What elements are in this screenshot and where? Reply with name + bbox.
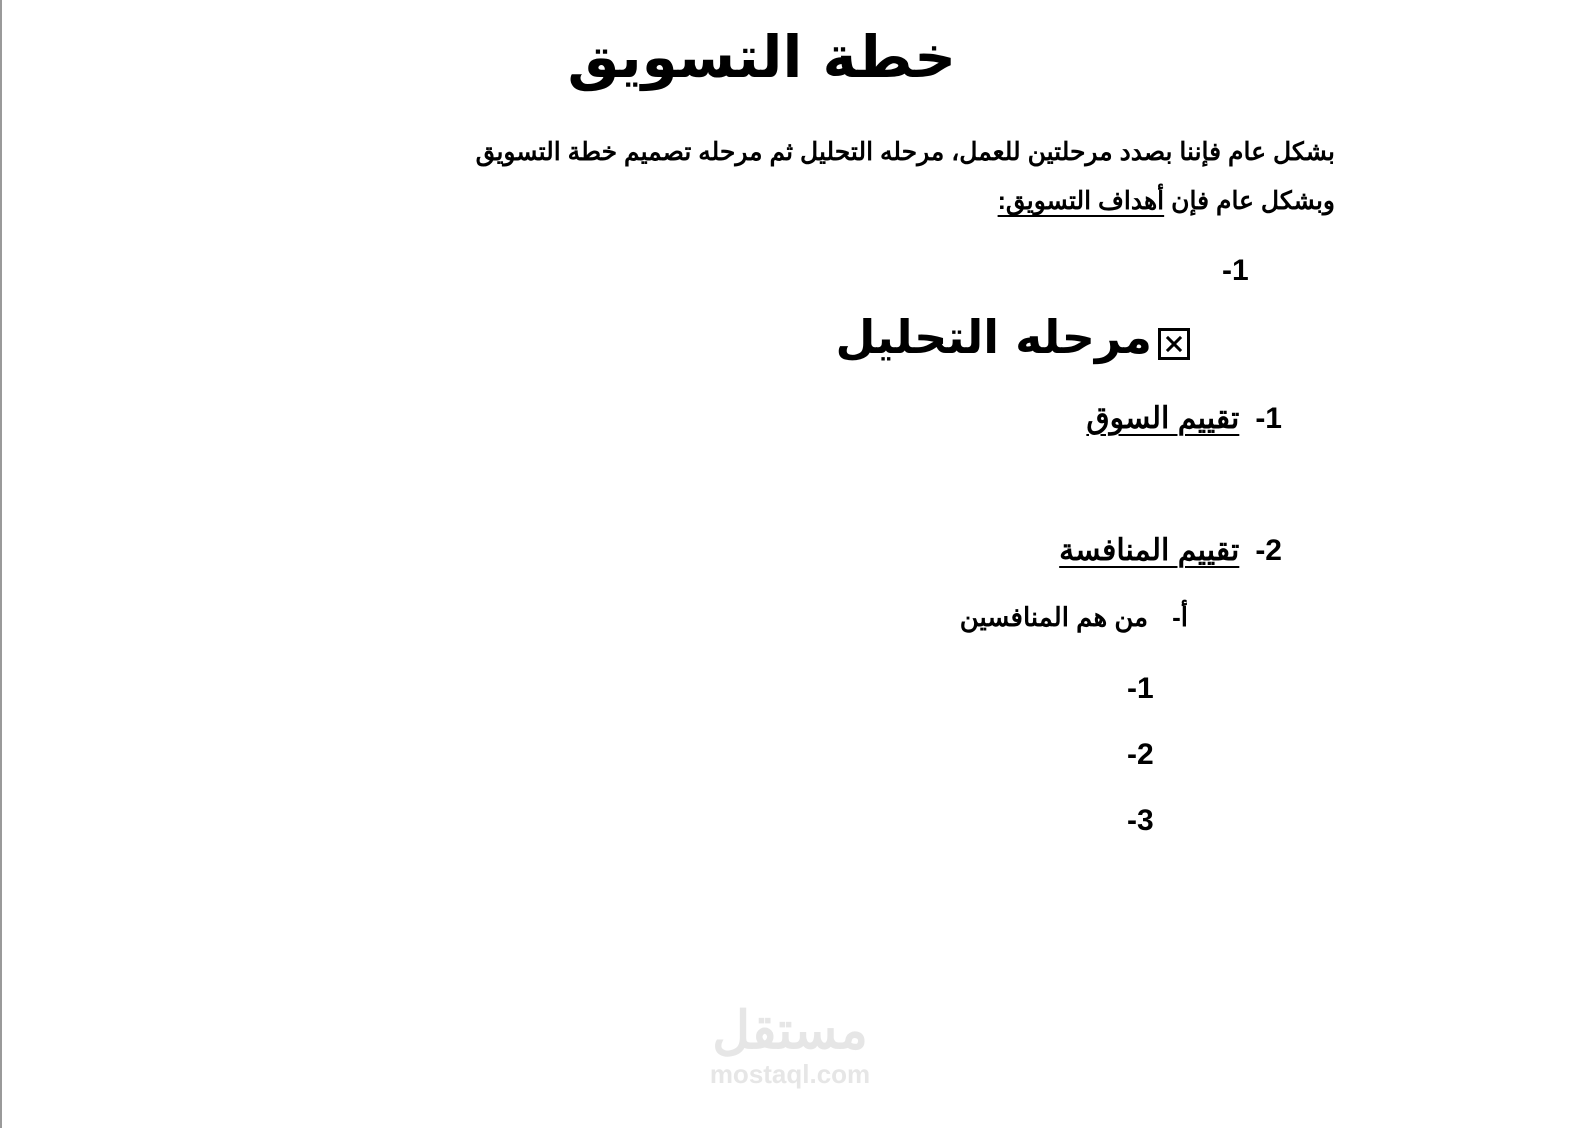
list-item-market-evaluation (1086, 404, 1282, 434)
phase-heading-text: مرحله التحليل (835, 310, 1152, 364)
document-title: خطة التسويق (567, 23, 956, 91)
sub-number-2: -2 (1127, 738, 1154, 771)
list-item-label: تقييم المنافسة (1059, 534, 1240, 567)
mostaql-watermark (690, 1004, 890, 1087)
marketing-goals-label: أهداف التسويق: (997, 187, 1165, 215)
sub-item-label: من هم المنافسين (959, 602, 1149, 632)
intro-paragraph-line-1: بشكل عام فإننا بصدد مرحلتين للعمل، مرحله التحليل ثم مرحله تصميم خطة التسويق (475, 138, 1335, 166)
checkbox-x-icon (1158, 328, 1190, 360)
list-item-number: -1 (1255, 402, 1282, 435)
list-item-label: تقييم السوق (1086, 402, 1240, 435)
sub-number-1: -1 (1127, 672, 1154, 705)
goal-number-1: -1 (1222, 254, 1249, 287)
sub-item-letter: أ- (1172, 602, 1188, 632)
sub-item-competitors (960, 604, 1188, 630)
sub-number-3: -3 (1127, 804, 1154, 837)
list-item-number: -2 (1255, 534, 1282, 567)
watermark-latin: mostaql.com (709, 1058, 871, 1089)
watermark-arabic: مستقل (712, 1002, 868, 1060)
intro-paragraph-line-2 (998, 189, 1335, 214)
intro-line-2-prefix: وبشكل عام فإن (1164, 187, 1335, 215)
list-item-competition-evaluation (1059, 536, 1282, 566)
phase-heading (835, 310, 1190, 364)
